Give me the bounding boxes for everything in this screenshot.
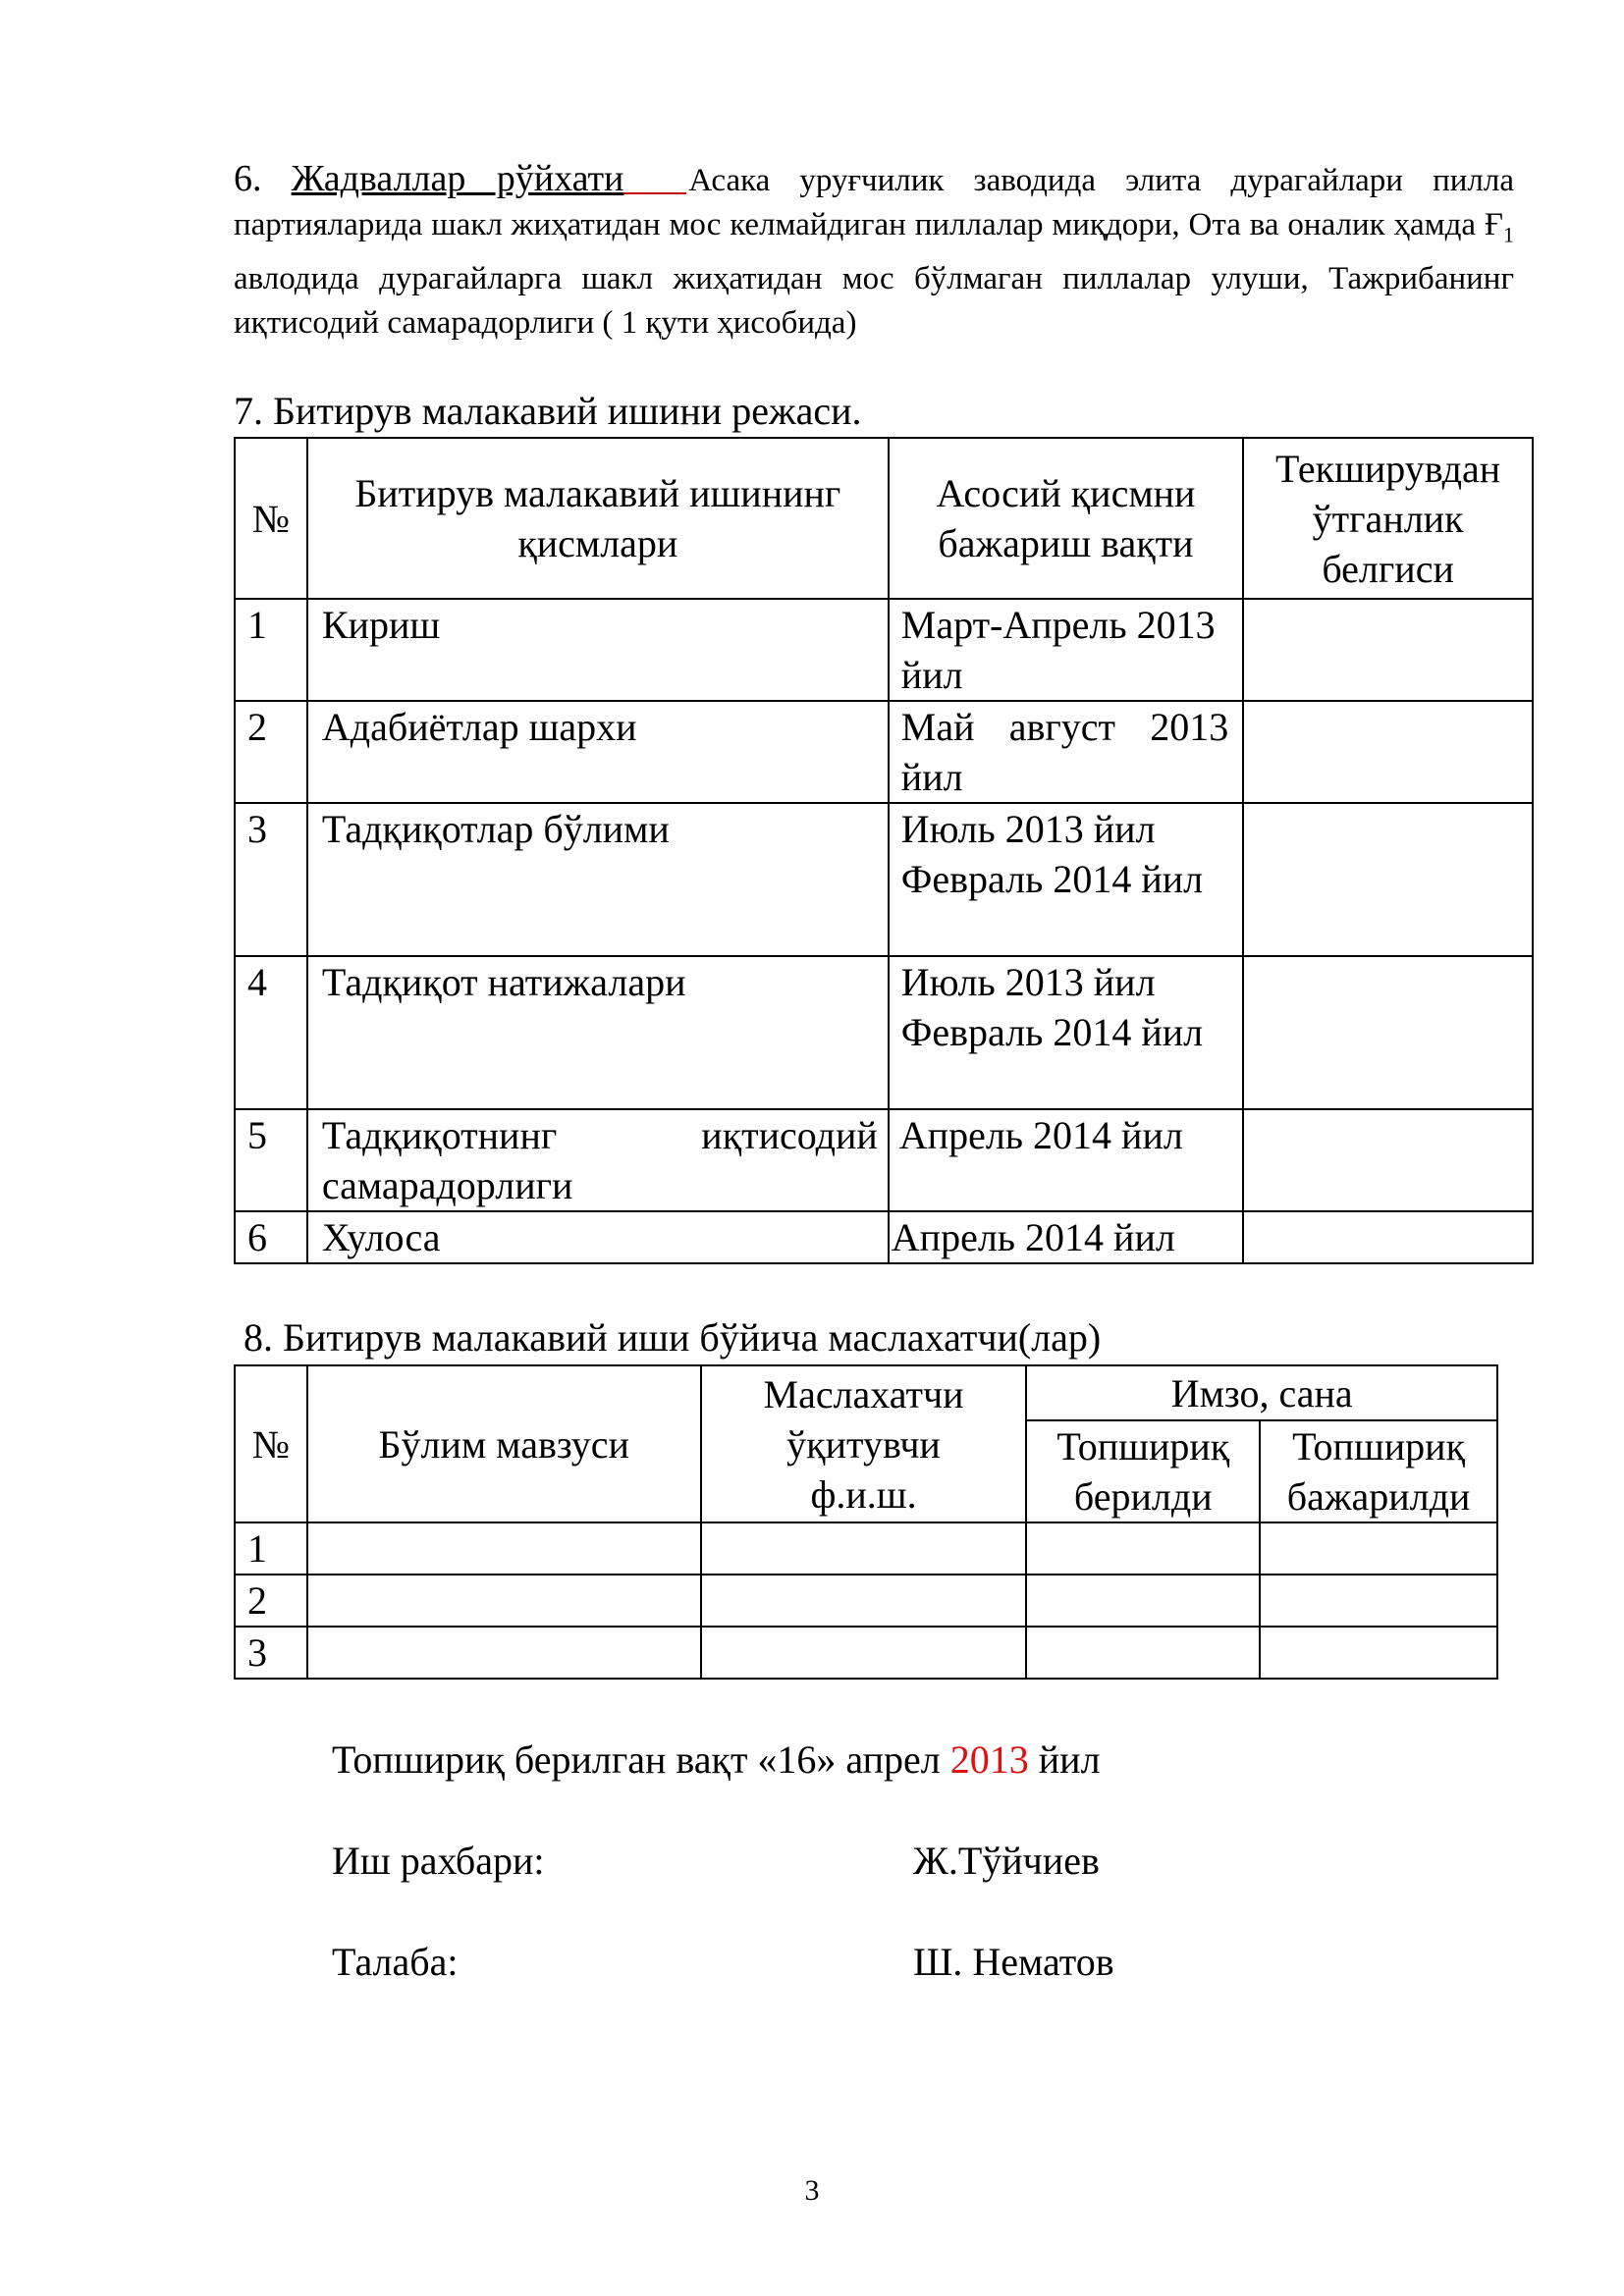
header-num: № — [235, 1365, 307, 1522]
cell-done — [1260, 1575, 1497, 1627]
assignment-date-text: Топшириқ берилган вақт «16» апрел — [332, 1737, 950, 1782]
section-6-paragraph — [234, 157, 1514, 346]
cell-topic — [307, 1575, 701, 1627]
row-number: 3 — [235, 1627, 307, 1679]
table-row — [235, 701, 1533, 803]
row-number: 2 — [235, 701, 307, 803]
row-part: Адабиётлар шархи — [307, 701, 889, 803]
cell-given — [1026, 1575, 1260, 1627]
row-part: Кириш — [307, 599, 889, 701]
section-6-subscript: 1 — [1503, 222, 1514, 247]
header-date: Асосий қисмни бажариш вақти — [889, 438, 1243, 599]
table-row — [235, 1211, 1533, 1263]
student-name: Ш. Нематов — [913, 1940, 1114, 1984]
cell-advisor — [701, 1575, 1027, 1627]
assignment-date-suffix: йил — [1028, 1737, 1101, 1782]
thesis-plan-table — [234, 437, 1534, 1264]
table-row — [235, 1627, 1497, 1679]
row-part: Хулоса — [307, 1211, 889, 1263]
advisors-table — [234, 1364, 1498, 1680]
table-header-row — [235, 1365, 1497, 1420]
student-label: Талаба: — [332, 1940, 459, 1984]
red-underline-gap — [623, 192, 686, 194]
table-row — [235, 1575, 1497, 1627]
row-mark — [1243, 701, 1533, 803]
cell-topic — [307, 1522, 701, 1575]
table-header-row — [235, 438, 1533, 599]
row-number: 4 — [235, 956, 307, 1109]
cell-advisor — [701, 1522, 1027, 1575]
header-mark: Текширувдан ўтганлик белгиси — [1243, 438, 1533, 599]
table-row — [235, 956, 1533, 1109]
header-done: Топшириқ бажарилди — [1260, 1420, 1497, 1522]
row-date: Апрель 2014 йил — [889, 1109, 1243, 1211]
table-row — [235, 599, 1533, 701]
cell-advisor — [701, 1627, 1027, 1679]
table-row — [235, 803, 1533, 956]
row-part: Тадқиқот натижалари — [307, 956, 889, 1109]
header-given: Топшириқ берилди — [1026, 1420, 1260, 1522]
row-date-line1: Июль 2013 йил — [900, 960, 1156, 1004]
cell-done — [1260, 1522, 1497, 1575]
row-mark — [1243, 803, 1533, 956]
row-part: Тадқиқотнинг иқтисодий самарадорлиги — [307, 1109, 889, 1211]
row-mark — [1243, 599, 1533, 701]
cell-given — [1026, 1522, 1260, 1575]
section-6-text-a: Асака уруғчилик заводида элита дурагайлари пилла партияларида шакл жиҳатидан мос келмайдиган пиллалар миқдори, Ота ва оналик ҳамда Ғ — [234, 163, 1514, 242]
row-number: 1 — [235, 1522, 307, 1575]
section-8-heading: 8. Битирув малакавий иши бўйича маслахатчи(лар) — [244, 1315, 1102, 1360]
supervisor-name: Ж.Тўйчиев — [913, 1839, 1100, 1883]
header-advisor: Маслахатчи ўқитувчи ф.и.ш. — [701, 1365, 1027, 1522]
row-mark — [1243, 956, 1533, 1109]
page-number: 3 — [804, 2174, 820, 2207]
header-sign-date: Имзо, сана — [1026, 1365, 1497, 1420]
section-6-number: 6. — [234, 158, 262, 199]
assignment-date — [332, 1737, 1101, 1783]
row-date: Март-Апрель 2013 йил — [889, 599, 1243, 701]
header-parts: Битирув малакавий ишининг қисмлари — [307, 438, 889, 599]
row-date — [889, 803, 1243, 956]
section-7-heading: 7. Битирув малакавий ишини режаси. — [234, 389, 862, 433]
row-date — [889, 956, 1243, 1109]
header-topic: Бўлим мавзуси — [307, 1365, 701, 1522]
supervisor-label: Иш рахбари: — [332, 1839, 545, 1883]
header-num: № — [235, 438, 307, 599]
row-date-rest: Февраль 2014 йил — [900, 857, 1204, 901]
row-mark — [1243, 1109, 1533, 1211]
row-number: 1 — [235, 599, 307, 701]
cell-done — [1260, 1627, 1497, 1679]
row-number: 3 — [235, 803, 307, 956]
table-row — [235, 1109, 1533, 1211]
cell-given — [1026, 1627, 1260, 1679]
row-date-line1: Июль 2013 йил — [900, 807, 1156, 851]
section-6-text-b: авлодида дурагайларга шакл жиҳатидан мос бўлмаган пиллалар улуши, Тажрибанинг иқтисодий самарадорлиги ( 1 қути ҳисобида) — [234, 260, 1514, 341]
row-number: 5 — [235, 1109, 307, 1211]
row-date: Апрель 2014 йил — [889, 1211, 1243, 1263]
row-part: Тадқиқотлар бўлими — [307, 803, 889, 956]
row-number: 2 — [235, 1575, 307, 1627]
row-date-rest: Февраль 2014 йил — [900, 1010, 1204, 1054]
row-number: 6 — [235, 1211, 307, 1263]
row-mark — [1243, 1211, 1533, 1263]
assignment-year: 2013 — [949, 1737, 1029, 1782]
row-date: Май август 2013 йил — [889, 701, 1243, 803]
section-6-title: Жадваллар рўйхати — [291, 158, 624, 199]
table-row — [235, 1522, 1497, 1575]
cell-topic — [307, 1627, 701, 1679]
